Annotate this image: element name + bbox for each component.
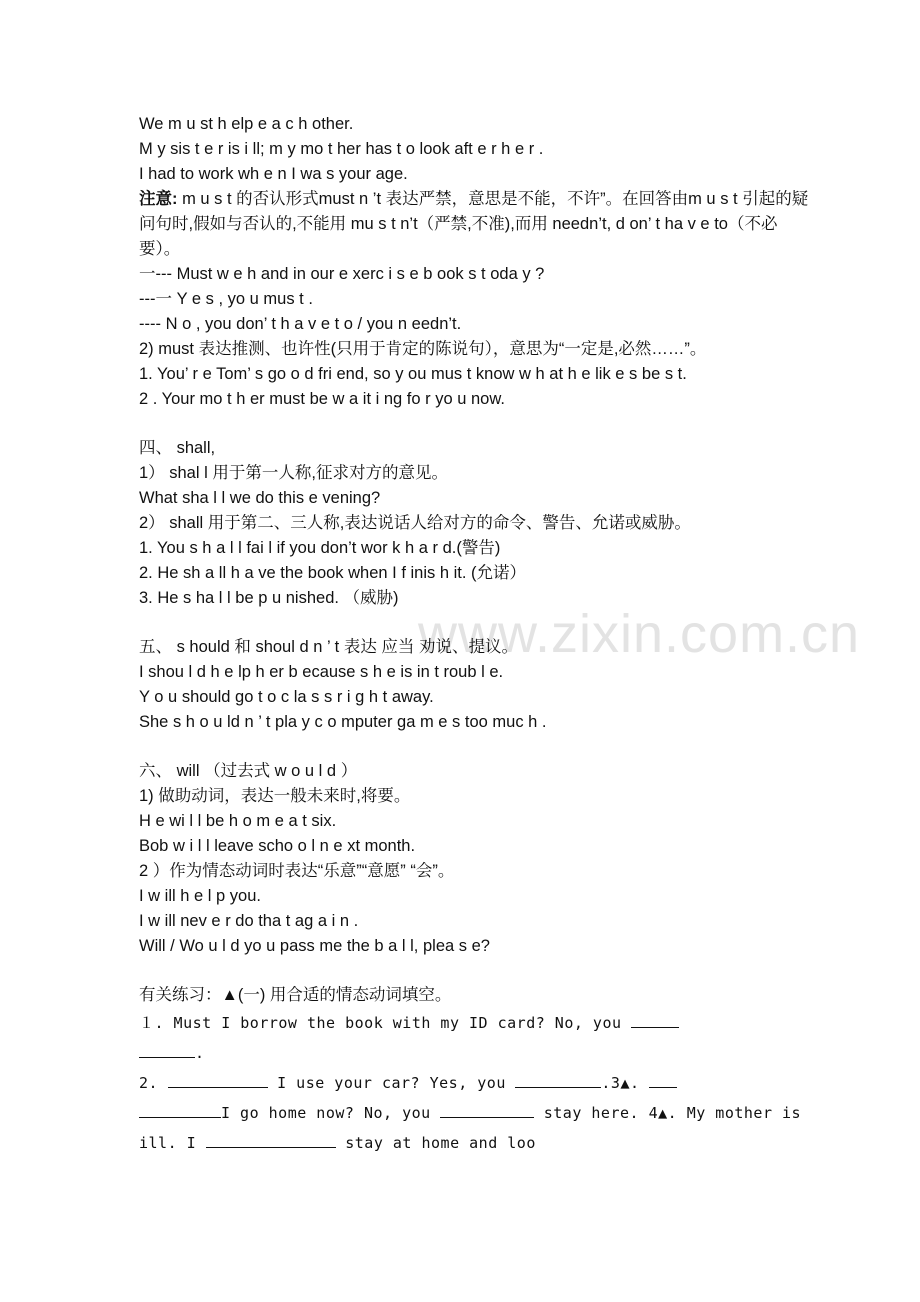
exercise-text: stay at home and loo [335, 1134, 536, 1152]
text-line: 3. He s ha l l be p u nished. （威胁) [139, 589, 399, 607]
exercise-1: １. Must I borrow the book with my ID card? No, you . [139, 1008, 811, 1068]
text-line: 2 ）作为情态动词时表达“乐意”“意愿” “会”。 [139, 862, 455, 880]
text-line: 1. You s h a l l fai l if you don’t wor k h a r d.(警告) [139, 539, 501, 557]
section-heading-will: 六、 will （过去式 w o u l d ） [139, 762, 358, 780]
text-line: 2 . Your mo t h er must be w a it i ng fo r yo u now. [139, 390, 505, 408]
text-line: 一--- Must w e h and in our e xerc i s e b ook s t oda y ? [139, 265, 545, 283]
answer-blank[interactable] [440, 1101, 534, 1118]
text-line: I shou l d h e lp h er b ecause s h e is in t roub l e. [139, 663, 504, 681]
exercise-text: １. Must I borrow the book with my ID card? No, you [139, 1014, 632, 1032]
practice-heading: 有关练习：▲(一) 用合适的情态动词填空。 [139, 986, 452, 1004]
exercise-text: 2. [139, 1074, 168, 1092]
exercise-text: I go home now? No, you [221, 1104, 441, 1122]
answer-blank[interactable] [168, 1071, 268, 1088]
text-line: I w ill nev e r do tha t ag a i n . [139, 912, 359, 930]
text-line: Bob w i l l leave scho o l n e xt month. [139, 837, 416, 855]
answer-blank[interactable] [139, 1041, 195, 1058]
note-paragraph [139, 187, 811, 262]
text-line: 1) 做助动词，表达一般未来时,将要。 [139, 787, 411, 805]
text-line: We m u st h elp e a c h other. [139, 115, 354, 133]
text-line: M y sis t e r is i ll; m y mo t her has t o look aft e r h e r . [139, 140, 544, 158]
text-line: 2) must 表达推测、也许性(只用于肯定的陈说句），意思为“一定是,必然……”。 [139, 340, 707, 358]
answer-blank[interactable] [631, 1011, 679, 1028]
answer-blank[interactable] [139, 1101, 221, 1118]
exercise-2-4 [139, 1068, 811, 1158]
text-line: She s h o u ld n ’ t pla y c o mputer ga m e s too muc h . [139, 713, 547, 731]
exercise-text: I use your car? Yes, you [267, 1074, 516, 1092]
section-heading-should: 五、 s hould 和 shoul d n ’ t 表达 应当 劝说、提议。 [139, 638, 518, 656]
text-line: 1. You’ r e Tom’ s go o d fri end, so y ou mus t know w h at h e lik e s be s t. [139, 365, 687, 383]
note-label: 注意: [139, 190, 178, 208]
text-line: I w ill h e l p you. [139, 887, 261, 905]
text-line: 2. He sh a ll h a ve the book when I f inis h it. (允诺） [139, 564, 527, 582]
document-page [139, 112, 811, 1158]
text-line: What sha l l we do this e vening? [139, 489, 381, 507]
text-line: Will / Wo u l d yo u pass me the b a l l, plea s e? [139, 937, 490, 955]
answer-blank[interactable] [206, 1131, 336, 1148]
text-line: 1） shal l 用于第一人称,征求对方的意见。 [139, 464, 448, 482]
text-line: ---一 Y e s , yo u mus t . [139, 290, 313, 308]
text-line: Y o u should go t o c la s s r i g h t away. [139, 688, 434, 706]
exercise-text: .3▲. [601, 1074, 650, 1092]
note-text: m u s t 的否认形式must n ’t 表达严禁，意思是不能，不许”。在回答由m u s t 引起的疑问句时,假如与否认的,不能用 mu s t n’t（严禁,不准),而用 needn’t, d on’ t ha v e to（不必要）。 [139, 190, 809, 258]
text-line: H e wi l l be h o m e a t six. [139, 812, 337, 830]
text-line: ---- N o , you don’ t h a v e t o / you n eedn’t. [139, 315, 462, 333]
text-line: 2） shall 用于第二、三人称,表达说话人给对方的命令、警告、允诺或威胁。 [139, 514, 691, 532]
section-heading-shall: 四、 shall, [139, 439, 216, 457]
exercise-text: stay here. 4▲. My mother is ill. I [139, 1104, 802, 1152]
watermark: www.zixin.com.cn [418, 604, 861, 664]
answer-blank[interactable] [515, 1071, 601, 1088]
text-line: I had to work wh e n I wa s your age. [139, 165, 408, 183]
answer-blank[interactable] [649, 1071, 677, 1088]
